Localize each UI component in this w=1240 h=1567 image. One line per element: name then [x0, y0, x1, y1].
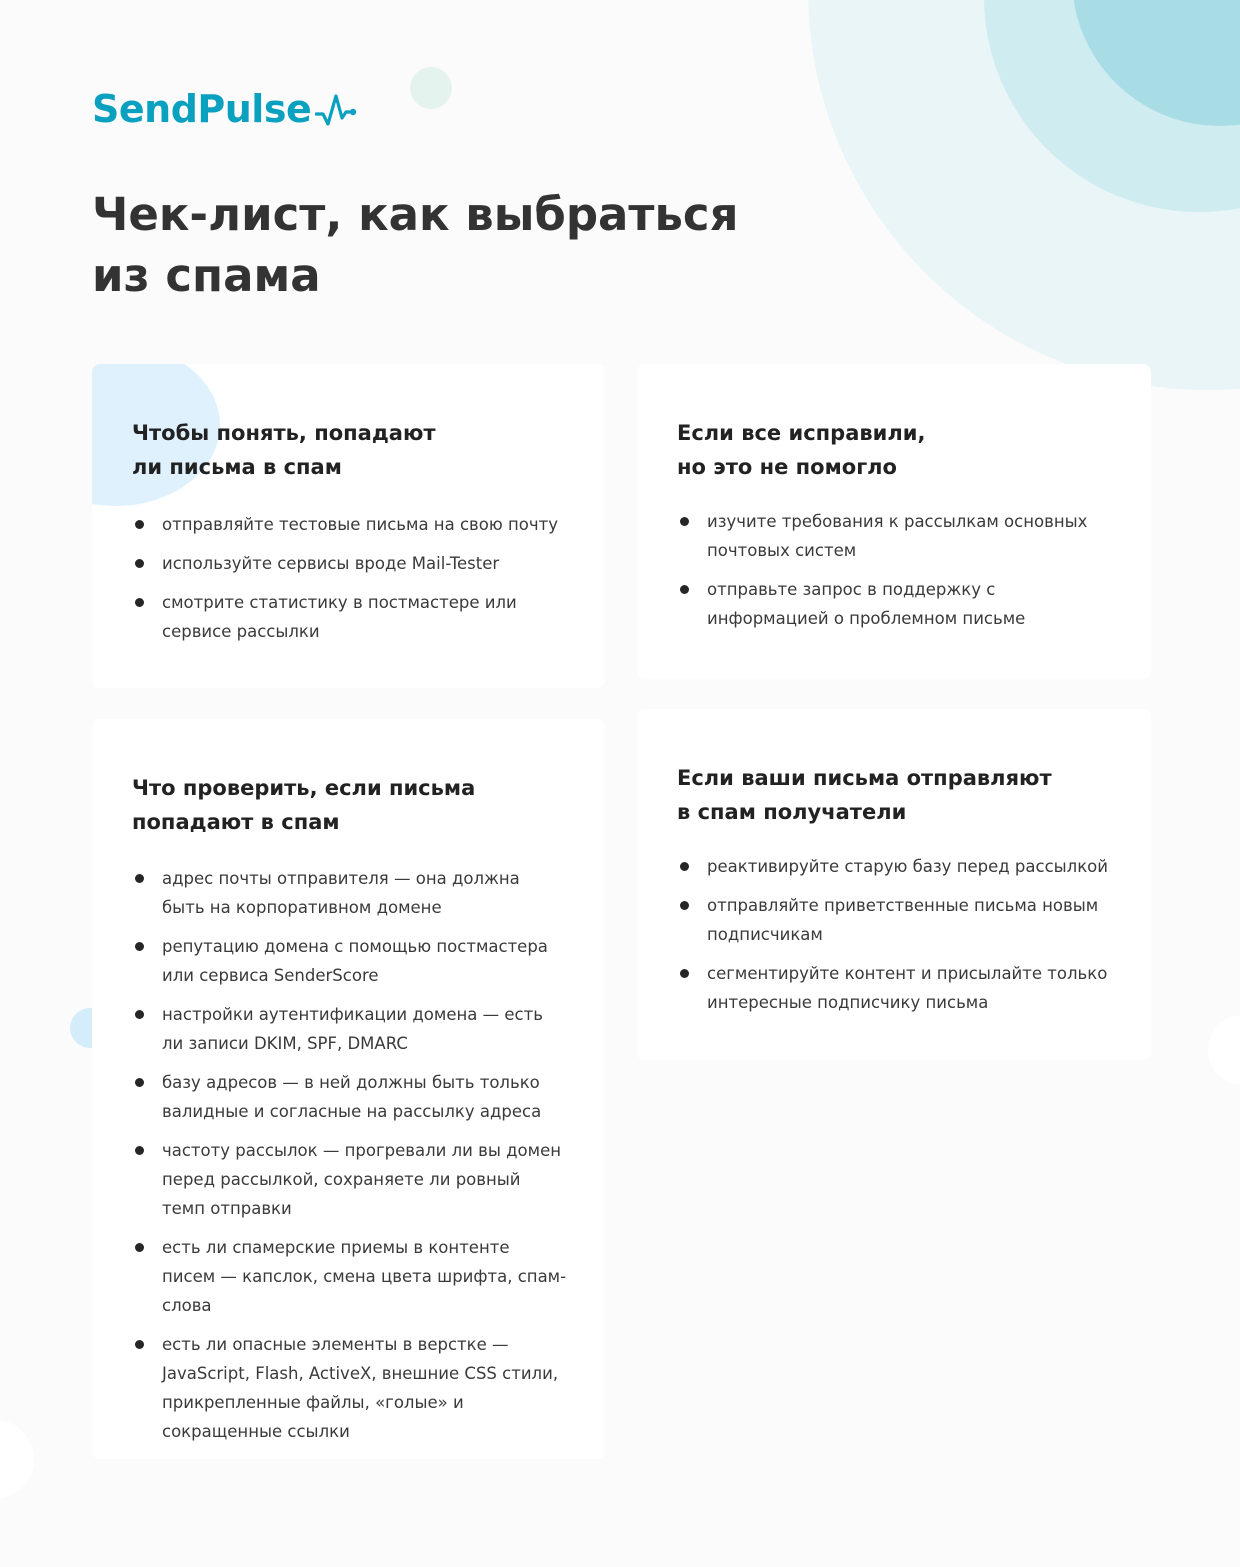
- list-item: [677, 507, 1113, 565]
- list-item: [677, 575, 1113, 633]
- list-item: [132, 932, 567, 990]
- bullet-icon: [680, 517, 689, 526]
- checklist: [677, 507, 1113, 633]
- list-item-text: реактивируйте старую базу перед рассылкой: [707, 857, 1108, 876]
- bullet-icon: [135, 520, 144, 529]
- bullet-icon: [135, 1146, 144, 1155]
- list-item: [132, 1068, 567, 1126]
- list-item: [132, 1330, 567, 1446]
- card-what-to-check: [92, 719, 605, 1459]
- list-item: [677, 959, 1113, 1017]
- checklist: [132, 864, 567, 1446]
- list-item-text: базу адресов — в ней должны быть только валидные и согласные на рассылку адреса: [162, 1073, 542, 1121]
- bullet-icon: [135, 1078, 144, 1087]
- bullet-icon: [680, 862, 689, 871]
- checklist: [677, 852, 1113, 1017]
- list-item: [132, 1000, 567, 1058]
- decor-dot-mint: [410, 67, 452, 109]
- bullet-icon: [135, 874, 144, 883]
- list-item: [132, 549, 567, 578]
- list-item: [677, 891, 1113, 949]
- decor-dot-white-bottom: [0, 1420, 34, 1498]
- list-item: [132, 1136, 567, 1223]
- list-item: [132, 588, 567, 646]
- list-item-text: отправляйте приветственные письма новым подписчикам: [707, 896, 1099, 944]
- decor-dot-white-right: [1208, 1015, 1240, 1085]
- bullet-icon: [680, 901, 689, 910]
- bullet-icon: [135, 1243, 144, 1252]
- list-item: [132, 864, 567, 922]
- card-title: Что проверить, если письма попадают в спам: [132, 776, 476, 834]
- bullet-icon: [680, 585, 689, 594]
- list-item-text: настройки аутентификации домена — есть ли записи DKIM, SPF, DMARC: [162, 1005, 543, 1053]
- card-check-spam: [92, 364, 605, 688]
- pulse-icon: [315, 88, 357, 130]
- bullet-icon: [680, 969, 689, 978]
- card-fixed-but-no-help: [637, 364, 1151, 679]
- list-item-text: есть ли спамерские приемы в контенте писем — капслок, смена цвета шрифта, спам-слова: [162, 1238, 567, 1315]
- list-item: [677, 852, 1113, 881]
- list-item-text: репутацию домена с помощью постмастера или сервиса SenderScore: [162, 937, 548, 985]
- list-item-text: смотрите статистику в постмастере или сервисе рассылки: [162, 593, 517, 641]
- list-item: [132, 510, 567, 539]
- sendpulse-logo: [92, 86, 357, 132]
- checklist: [132, 510, 567, 646]
- list-item-text: отправьте запрос в поддержку с информацией о проблемном письме: [707, 580, 1026, 628]
- page-title: Чек-лист, как выбраться из спама: [92, 188, 739, 302]
- logo-text: SendPulse: [92, 87, 312, 131]
- card-title: Чтобы понять, попадают ли письма в спам: [132, 421, 436, 479]
- list-item: [132, 1233, 567, 1320]
- bullet-icon: [135, 598, 144, 607]
- list-item-text: есть ли опасные элементы в верстке — JavaScript, Flash, ActiveX, внешние CSS стили, прикрепленные файлы, «голые» и сокращенные ссылки: [162, 1335, 559, 1441]
- list-item-text: адрес почты отправителя — она должна быть на корпоративном домене: [162, 869, 520, 917]
- list-item-text: отправляйте тестовые письма на свою почту: [162, 515, 558, 534]
- bullet-icon: [135, 559, 144, 568]
- card-title: Если ваши письма отправляют в спам получатели: [677, 766, 1052, 824]
- list-item-text: используйте сервисы вроде Mail-Tester: [162, 554, 500, 573]
- card-title: Если все исправили, но это не помогло: [677, 421, 926, 479]
- list-item-text: изучите требования к рассылкам основных почтовых систем: [707, 512, 1088, 560]
- bullet-icon: [135, 1010, 144, 1019]
- bullet-icon: [135, 942, 144, 951]
- bullet-icon: [135, 1340, 144, 1349]
- list-item-text: сегментируйте контент и присылайте только интересные подписчику письма: [707, 964, 1108, 1012]
- list-item-text: частоту рассылок — прогревали ли вы домен перед рассылкой, сохраняете ли ровный темп отправки: [162, 1141, 562, 1218]
- card-recipients-mark-spam: [637, 709, 1151, 1060]
